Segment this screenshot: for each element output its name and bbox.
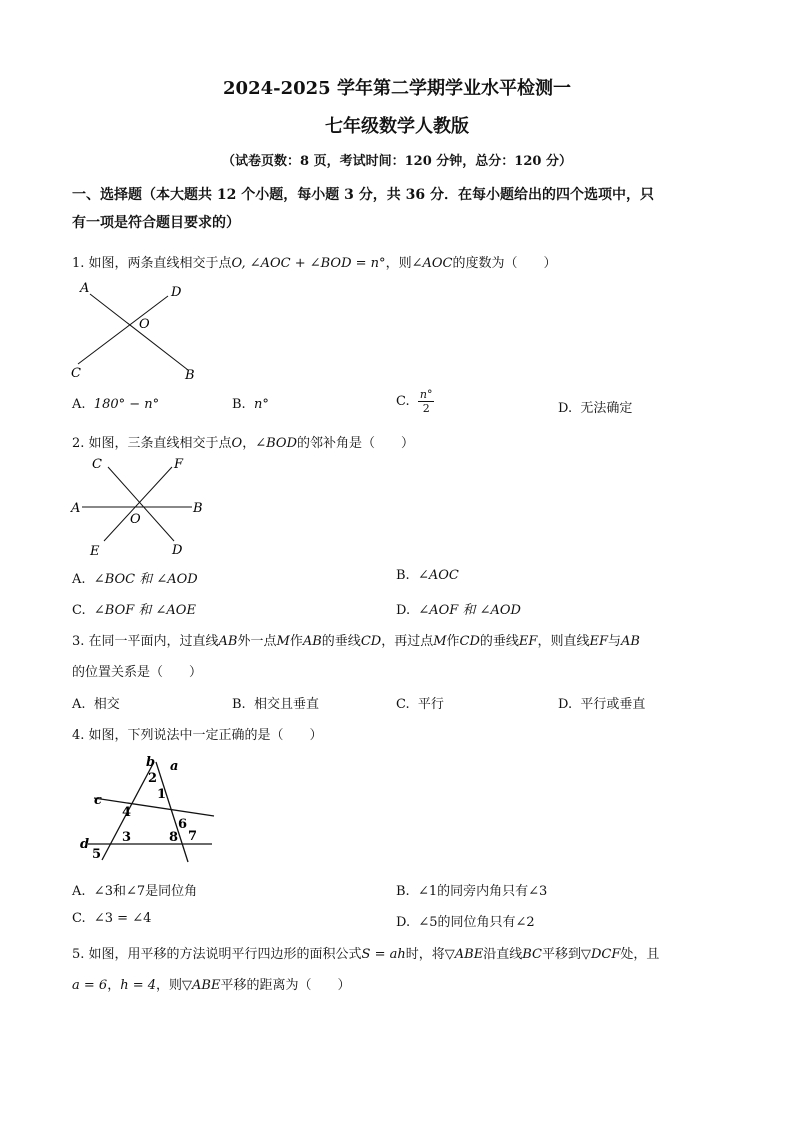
q4-option-d-text: ∠5的同位角只有∠2 <box>418 915 535 930</box>
option-label: D. <box>396 603 411 618</box>
q2-math: O <box>231 436 243 451</box>
q3-CD: CD <box>360 634 382 649</box>
q1-mid: ，则 <box>385 256 412 271</box>
q3-option-c[interactable] <box>396 693 444 712</box>
q5-formula: S = ah <box>361 947 406 962</box>
q1-option-c-fraction <box>418 388 435 415</box>
label-d: d <box>80 837 90 852</box>
q2-option-c[interactable] <box>72 599 196 618</box>
q3-AB: AB <box>302 634 322 649</box>
q3-text: 的垂线 <box>321 634 361 649</box>
label-a: a <box>170 759 179 774</box>
label-C: C <box>71 366 81 381</box>
label-O: O <box>139 317 150 332</box>
label-6: 6 <box>178 817 188 832</box>
q5-text: ，则 <box>156 978 183 993</box>
label-2: 2 <box>148 771 158 786</box>
exam-info: （试卷页数：8 页，考试时间：120 分钟，总分：120 分） <box>222 154 572 169</box>
q2-figure <box>68 455 216 561</box>
q1-option-c[interactable] <box>396 388 434 415</box>
q5-text: ， <box>107 978 121 993</box>
q1-option-a[interactable] <box>72 397 159 412</box>
line-CD <box>108 467 174 541</box>
q1-pre: 1. 如图，两条直线相交于点 <box>72 256 232 271</box>
q3-text: 与 <box>607 634 621 649</box>
label-B: B <box>193 501 203 516</box>
q3-text: 的垂线 <box>479 634 519 649</box>
question-1-stem <box>72 252 556 271</box>
q5-text: 时，将 <box>405 947 445 962</box>
q1-figure <box>68 280 208 384</box>
exam-title: 2024-2025 学年第二学期学业水平检测一 <box>223 78 571 99</box>
label-A: A <box>80 281 90 296</box>
q3-text: 作 <box>446 634 460 649</box>
q2-option-a[interactable] <box>72 568 198 587</box>
option-label: A. <box>72 884 86 899</box>
q1-math2: ∠AOC <box>411 256 453 271</box>
question-3-stem-line1 <box>72 630 640 649</box>
q5-h-value: h = 4 <box>120 978 157 993</box>
label-7: 7 <box>188 829 198 844</box>
q1-option-d[interactable] <box>558 397 632 416</box>
q5-a-value: a = 6 <box>72 978 108 993</box>
label-B: B <box>185 368 195 383</box>
q5-text: 沿直线 <box>483 947 523 962</box>
q5-text: 平移的距离为（ ） <box>220 978 351 993</box>
question-5-stem-line2 <box>72 974 350 993</box>
q3-option-a-text: 相交 <box>93 697 120 712</box>
q4-option-c[interactable] <box>72 911 151 926</box>
label-F: F <box>174 457 184 472</box>
option-label: D. <box>558 401 573 416</box>
q3-text: ，再过点 <box>381 634 434 649</box>
label-E: E <box>90 544 100 559</box>
q2-option-b[interactable] <box>396 568 459 583</box>
fraction-denominator: 2 <box>422 402 430 415</box>
q1-option-a-text: 180° − n° <box>93 397 160 412</box>
question-3-stem-line2: 的位置关系是（ ） <box>72 665 203 680</box>
q2-option-b-text: ∠AOC <box>417 568 459 583</box>
label-4: 4 <box>122 805 132 820</box>
q3-text: ，则直线 <box>537 634 590 649</box>
q3-option-d[interactable] <box>558 693 645 712</box>
q4-option-d[interactable] <box>396 911 535 930</box>
label-3: 3 <box>122 830 132 845</box>
option-label: A. <box>72 397 86 412</box>
q3-AB: AB <box>620 634 640 649</box>
label-C: C <box>92 457 102 472</box>
option-label: A. <box>72 572 86 587</box>
line-AB <box>90 294 188 370</box>
label-A: A <box>71 501 81 516</box>
q5-triangle-abe: ▽ABE <box>444 947 484 962</box>
q2-option-a-text: ∠BOC 和 ∠AOD <box>93 572 198 587</box>
option-label: B. <box>396 568 410 583</box>
label-O: O <box>130 512 141 527</box>
label-D: D <box>171 285 182 300</box>
q3-option-b-text: 相交且垂直 <box>253 697 319 712</box>
question-2-stem <box>72 432 414 451</box>
line-c <box>94 798 214 816</box>
q3-EF: EF <box>518 634 538 649</box>
q5-BC: BC <box>522 947 542 962</box>
q5-triangle-abe: ▽ABE <box>182 978 221 993</box>
option-label: D. <box>396 915 411 930</box>
q5-triangle-dcf: ▽DCF <box>580 947 621 962</box>
q3-option-c-text: 平行 <box>417 697 444 712</box>
q3-text: 外一点 <box>237 634 277 649</box>
q1-option-d-text: 无法确定 <box>580 401 633 416</box>
q1-option-b-text: n° <box>253 397 269 412</box>
q2-option-c-text: ∠BOF 和 ∠AOE <box>93 603 196 618</box>
q2-option-d-text: ∠AOF 和 ∠AOD <box>418 603 521 618</box>
q3-option-d-text: 平行或垂直 <box>580 697 646 712</box>
label-D: D <box>172 543 183 558</box>
label-5: 5 <box>92 847 102 862</box>
q3-CD: CD <box>459 634 480 649</box>
q3-M: M <box>276 634 290 649</box>
exam-subtitle: 七年级数学人教版 <box>325 116 469 137</box>
q5-text: 5. 如图，用平移的方法说明平行四边形的面积公式 <box>72 947 362 962</box>
option-label: B. <box>396 884 410 899</box>
section-heading-line1: 一、选择题（本大题共 12 个小题，每小题 3 分，共 36 分．在每小题给出的四个选项中，只 <box>72 187 654 203</box>
q1-post: 的度数为（ ） <box>452 256 557 271</box>
fraction-numerator: n° <box>419 388 433 401</box>
q2-option-d[interactable] <box>396 599 521 618</box>
option-label: C. <box>72 603 86 618</box>
q4-option-c-text: ∠3 = ∠4 <box>93 911 152 926</box>
option-label: B. <box>232 397 246 412</box>
line-EF <box>104 467 172 541</box>
q3-text: 3. 在同一平面内，过直线 <box>72 634 219 649</box>
q3-EF: EF <box>589 634 608 649</box>
section-heading-line2: 有一项是符合题目要求的） <box>72 215 240 231</box>
option-label: B. <box>232 697 246 712</box>
q1-math: O, ∠AOC + ∠BOD = n° <box>231 256 386 271</box>
option-label: A. <box>72 697 86 712</box>
q5-text: 平移到 <box>541 947 581 962</box>
q4-option-a-text: ∠3和∠7是同位角 <box>93 884 198 899</box>
label-1: 1 <box>157 787 167 802</box>
q3-AB: AB <box>218 634 238 649</box>
q4-figure <box>72 752 222 866</box>
q3-text: 作 <box>289 634 303 649</box>
q3-M: M <box>433 634 447 649</box>
option-label: C. <box>396 394 410 409</box>
q5-text: 处，且 <box>620 947 660 962</box>
option-label: C. <box>396 697 410 712</box>
q2-pre: 2. 如图，三条直线相交于点 <box>72 436 232 451</box>
question-5-stem-line1 <box>72 943 659 962</box>
q3-option-a[interactable] <box>72 693 120 712</box>
option-label: C. <box>72 911 86 926</box>
question-4-stem: 4. 如图，下列说法中一定正确的是（ ） <box>72 728 323 743</box>
q2-post: 的邻补角是（ ） <box>297 436 415 451</box>
q3-option-b[interactable] <box>232 693 319 712</box>
q1-option-b[interactable] <box>232 397 269 412</box>
q2-math2: ∠BOD <box>255 436 298 451</box>
q4-option-a[interactable] <box>72 880 197 899</box>
q4-option-b[interactable] <box>396 880 547 899</box>
label-b: b <box>146 755 156 770</box>
label-c: c <box>94 793 102 808</box>
line-CD <box>78 296 168 364</box>
q4-option-b-text: ∠1的同旁内角只有∠3 <box>417 884 548 899</box>
option-label: D. <box>558 697 573 712</box>
q2-mid: ， <box>242 436 256 451</box>
label-8: 8 <box>169 830 179 845</box>
